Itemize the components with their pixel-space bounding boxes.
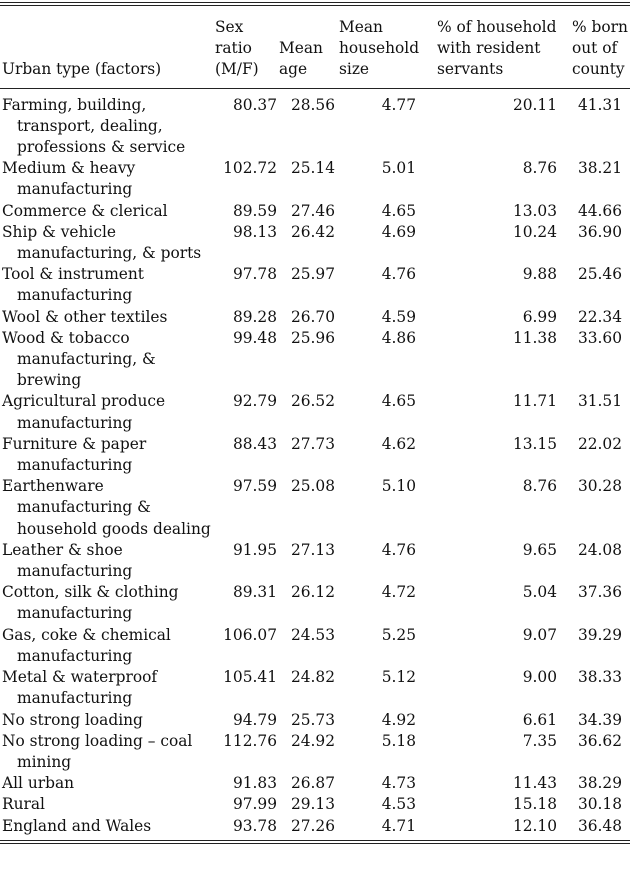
sex-ratio-cell: 97.59	[232, 477, 277, 496]
sex-ratio-cell: 91.95	[232, 540, 277, 559]
table-row	[0, 88, 630, 158]
servants-pct-cell: 9.88	[522, 265, 557, 284]
servants-pct-cell: 9.65	[522, 540, 557, 559]
servants-pct-cell: 6.99	[522, 307, 557, 326]
sex-ratio-cell: 80.37	[232, 95, 277, 114]
sex-ratio-cell: 97.78	[232, 265, 277, 284]
born-out-pct-cell: 30.18	[577, 795, 622, 814]
mean-age-cell: 24.53	[290, 625, 335, 644]
born-out-pct-cell: 36.90	[577, 222, 622, 241]
mean-age-cell: 26.12	[290, 583, 335, 602]
urban-type-cell: Leather & shoe manufacturing	[2, 540, 133, 581]
servants-pct-cell: 11.43	[512, 774, 557, 793]
born-out-pct-cell: 38.29	[577, 774, 622, 793]
born-out-pct-cell: 24.08	[577, 540, 622, 559]
household-size-cell: 4.92	[381, 710, 416, 729]
sex-ratio-cell: 93.78	[232, 816, 277, 835]
urban-type-cell: Cotton, silk & clothing manufacturing	[2, 583, 179, 623]
sex-ratio-cell: 99.48	[232, 328, 277, 347]
household-size-cell: 4.76	[381, 540, 416, 559]
born-out-pct-cell: 22.02	[577, 434, 622, 453]
household-size-cell: 4.53	[381, 795, 416, 814]
born-out-pct-cell: 38.21	[577, 159, 622, 178]
urban-type-cell: Rural	[2, 795, 45, 814]
sex-ratio-cell: 106.07	[223, 625, 277, 644]
born-out-pct-cell: 37.36	[577, 583, 622, 602]
servants-pct-cell: 10.24	[512, 222, 557, 241]
header-born-out: % born out of county	[572, 18, 628, 79]
servants-pct-cell: 9.07	[522, 625, 557, 644]
mean-age-cell: 27.13	[290, 540, 335, 559]
urban-type-cell: No strong loading – coal mining	[2, 731, 193, 771]
mean-age-cell: 27.73	[290, 434, 335, 453]
sex-ratio-cell: 92.79	[232, 392, 277, 411]
mean-age-cell: 27.46	[290, 201, 335, 220]
mean-age-cell: 26.87	[290, 774, 335, 793]
table-row	[0, 328, 630, 392]
urban-type-cell: Furniture & paper manufacturing	[2, 434, 147, 475]
urban-type-cell: Commerce & clerical	[2, 201, 168, 220]
table-row	[0, 540, 630, 582]
urban-type-cell: Wool & other textiles	[2, 307, 168, 326]
sex-ratio-cell: 105.41	[223, 668, 277, 687]
mean-age-cell: 26.70	[290, 307, 335, 326]
header-servants: % of household with resident servants	[437, 18, 557, 79]
born-out-pct-cell: 39.29	[577, 625, 622, 644]
urban-type-cell: Tool & instrument manufacturing	[2, 265, 144, 305]
born-out-pct-cell: 22.34	[577, 307, 622, 326]
urban-type-cell: No strong loading	[2, 710, 143, 729]
urban-type-cell: Ship & vehicle manufacturing, & ports	[2, 222, 202, 263]
table-row	[0, 222, 630, 264]
table-row	[0, 476, 630, 540]
mean-age-cell: 27.26	[290, 816, 335, 835]
household-size-cell: 4.72	[381, 583, 416, 602]
born-out-pct-cell: 44.66	[577, 201, 622, 220]
table-row	[0, 158, 630, 200]
urban-type-cell: Farming, building, transport, dealing, professions & service	[2, 95, 186, 157]
sex-ratio-cell: 89.59	[232, 201, 277, 220]
servants-pct-cell: 13.03	[512, 201, 557, 220]
household-size-cell: 4.65	[381, 201, 416, 220]
servants-pct-cell: 15.18	[512, 795, 557, 814]
born-out-pct-cell: 36.48	[577, 816, 622, 835]
table-row	[0, 434, 630, 476]
sex-ratio-cell: 89.28	[232, 307, 277, 326]
table-row	[0, 667, 630, 709]
sex-ratio-cell: 94.79	[232, 710, 277, 729]
urban-type-cell: Wood & tobacco manufacturing, & brewing	[2, 328, 156, 390]
servants-pct-cell: 8.76	[522, 477, 557, 496]
table-row	[0, 816, 630, 840]
mean-age-cell: 24.92	[290, 731, 335, 750]
urban-type-cell: Gas, coke & chemical manufacturing	[2, 625, 171, 665]
servants-pct-cell: 5.04	[522, 583, 557, 602]
mean-age-cell: 26.42	[290, 222, 335, 241]
servants-pct-cell: 11.71	[512, 392, 557, 411]
mean-age-cell: 25.14	[290, 159, 335, 178]
household-size-cell: 4.73	[381, 774, 416, 793]
table-row	[0, 773, 630, 794]
household-size-cell: 5.18	[381, 731, 416, 750]
household-size-cell: 5.10	[381, 477, 416, 496]
urban-type-cell: Metal & waterproof manufacturing	[2, 668, 158, 708]
household-size-cell: 4.62	[381, 434, 416, 453]
sex-ratio-cell: 112.76	[223, 731, 277, 750]
table-row	[0, 794, 630, 815]
sex-ratio-cell: 88.43	[232, 434, 277, 453]
mean-age-cell: 25.97	[290, 265, 335, 284]
mean-age-cell: 28.56	[290, 95, 335, 114]
mean-age-cell: 25.96	[290, 328, 335, 347]
born-out-pct-cell: 31.51	[577, 392, 622, 411]
servants-pct-cell: 9.00	[522, 668, 557, 687]
mean-age-cell: 24.82	[290, 668, 335, 687]
born-out-pct-cell: 25.46	[577, 265, 622, 284]
household-size-cell: 4.69	[381, 222, 416, 241]
table-row	[0, 264, 630, 306]
sex-ratio-cell: 102.72	[223, 159, 277, 178]
born-out-pct-cell: 34.39	[577, 710, 622, 729]
household-size-cell: 4.71	[381, 816, 416, 835]
header-urban-type: Urban type (factors)	[2, 60, 162, 79]
header-household-size: Mean household size	[339, 18, 420, 79]
household-size-cell: 4.86	[381, 328, 416, 347]
born-out-pct-cell: 38.33	[577, 668, 622, 687]
sex-ratio-cell: 91.83	[232, 774, 277, 793]
mean-age-cell: 25.73	[290, 710, 335, 729]
mean-age-cell: 25.08	[290, 477, 335, 496]
servants-pct-cell: 12.10	[512, 816, 557, 835]
urban-type-cell: Medium & heavy manufacturing	[2, 159, 136, 199]
bottom-double-rule	[0, 840, 630, 844]
household-size-cell: 4.59	[381, 307, 416, 326]
table-row	[0, 710, 630, 731]
table-row	[0, 201, 630, 222]
table-row	[0, 582, 630, 624]
table-row	[0, 307, 630, 328]
table-row	[0, 391, 630, 433]
mean-age-cell: 29.13	[290, 795, 335, 814]
header-mean-age: Mean age	[279, 39, 323, 79]
household-size-cell: 5.01	[381, 159, 416, 178]
born-out-pct-cell: 36.62	[577, 731, 622, 750]
born-out-pct-cell: 41.31	[577, 95, 622, 114]
household-size-cell: 4.65	[381, 392, 416, 411]
servants-pct-cell: 13.15	[512, 434, 557, 453]
servants-pct-cell: 7.35	[522, 731, 557, 750]
mean-age-cell: 26.52	[290, 392, 335, 411]
servants-pct-cell: 8.76	[522, 159, 557, 178]
sex-ratio-cell: 98.13	[232, 222, 277, 241]
sex-ratio-cell: 89.31	[232, 583, 277, 602]
header-row	[0, 6, 630, 88]
table-row	[0, 731, 630, 773]
born-out-pct-cell: 30.28	[577, 477, 622, 496]
sex-ratio-cell: 97.99	[232, 795, 277, 814]
servants-pct-cell: 6.61	[522, 710, 557, 729]
urban-type-cell: All urban	[2, 774, 75, 793]
urban-type-cell: England and Wales	[2, 816, 152, 835]
household-size-cell: 4.77	[381, 95, 416, 114]
header-sex-ratio: Sex ratio (M/F)	[215, 18, 259, 79]
born-out-pct-cell: 33.60	[577, 328, 622, 347]
household-size-cell: 5.12	[381, 668, 416, 687]
household-size-cell: 4.76	[381, 265, 416, 284]
servants-pct-cell: 11.38	[512, 328, 557, 347]
urban-type-cell: Earthenware manufacturing & household goods dealing	[2, 477, 211, 538]
table-row	[0, 625, 630, 667]
household-size-cell: 5.25	[381, 625, 416, 644]
urban-type-cell: Agricultural produce manufacturing	[2, 392, 166, 432]
servants-pct-cell: 20.11	[512, 95, 557, 114]
